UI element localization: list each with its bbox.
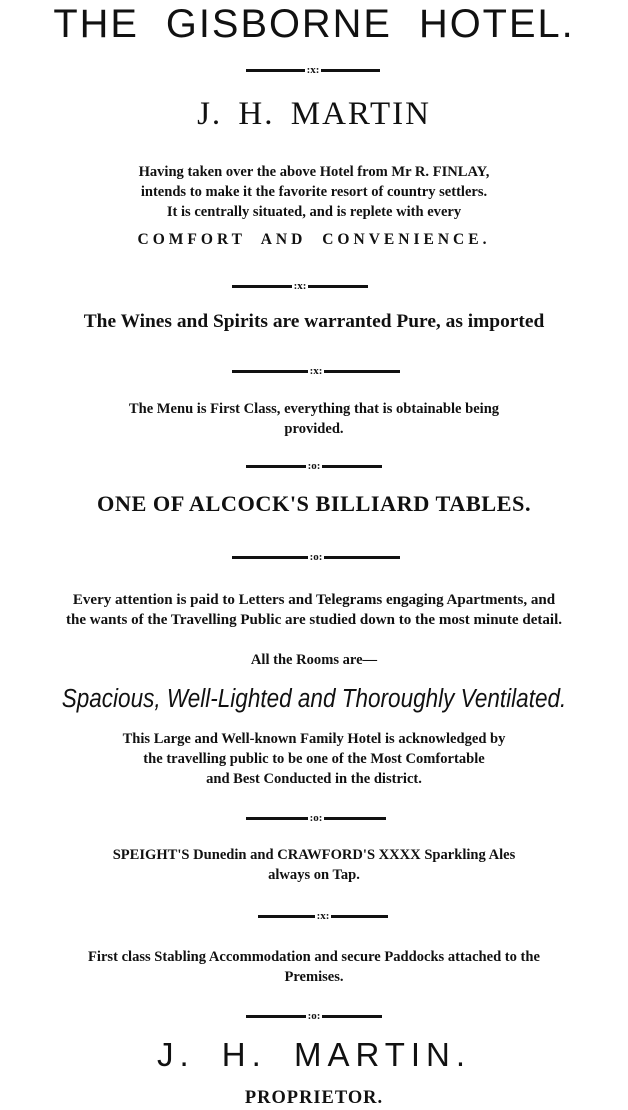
stabling-line: First class Stabling Accommodation and secure Paddocks attached to the <box>88 949 540 965</box>
hotel-title: THE GISBORNE HOTEL. <box>53 2 575 46</box>
rule-line <box>232 556 308 559</box>
menu-line: provided. <box>284 421 344 437</box>
family-line: and Best Conducted in the district. <box>206 771 422 787</box>
comfort-heading: COMFORT AND CONVENIENCE. <box>137 231 491 248</box>
rule-mark: :x: <box>306 64 320 76</box>
separator-rule <box>246 812 386 824</box>
stabling-paragraph <box>0 947 628 987</box>
rule-line <box>322 1015 382 1018</box>
wines-statement: The Wines and Spirits are warranted Pure, as imported <box>83 311 545 332</box>
rule-mark: :x: <box>309 365 323 377</box>
rule-line <box>322 465 382 468</box>
rooms-intro: All the Rooms are— <box>250 652 378 668</box>
rule-line <box>232 285 292 288</box>
ales-line: SPEIGHT'S Dunedin and CRAWFORD'S XXXX Sparkling Ales <box>112 847 516 863</box>
rule-line <box>324 370 400 373</box>
attention-line: Every attention is paid to Letters and Telegrams engaging Apartments, and <box>72 592 556 608</box>
separator-rule <box>232 280 368 292</box>
rule-mark: :o: <box>307 460 321 472</box>
intro-line: intends to make it the favorite resort of country settlers. <box>140 184 488 200</box>
rule-line <box>246 817 308 820</box>
proprietor-role: PROPRIETOR. <box>244 1087 384 1107</box>
billiards-heading: ONE OF ALCOCK'S BILLIARD TABLES. <box>96 491 532 516</box>
ales-paragraph <box>0 845 628 885</box>
separator-rule <box>246 64 380 76</box>
rule-line <box>232 370 308 373</box>
rule-line <box>246 1015 306 1018</box>
intro-line: It is centrally situated, and is replete with every <box>166 204 462 220</box>
separator-rule <box>258 910 388 922</box>
intro-paragraph <box>0 162 628 222</box>
rule-line <box>308 285 368 288</box>
separator-rule <box>232 551 400 563</box>
stabling-line: Premises. <box>284 969 344 985</box>
rule-line <box>258 915 315 918</box>
rule-mark: :o: <box>309 812 323 824</box>
separator-rule <box>232 365 400 377</box>
rule-mark: :x: <box>316 910 330 922</box>
rule-line <box>246 69 305 72</box>
attention-line: the wants of the Travelling Public are studied down to the most minute detail. <box>65 612 563 628</box>
signature-name: J. H. MARTIN. <box>156 1036 472 1073</box>
rule-line <box>324 817 386 820</box>
rule-mark: :o: <box>307 1010 321 1022</box>
family-line: This Large and Well-known Family Hotel is acknowledged by <box>122 731 506 747</box>
rule-mark: :o: <box>309 551 323 563</box>
separator-rule <box>246 1010 382 1022</box>
menu-paragraph <box>0 399 628 439</box>
ales-line: always on Tap. <box>268 867 360 883</box>
intro-line: Having taken over the above Hotel from Mr R. FINLAY, <box>138 164 490 180</box>
menu-line: The Menu is First Class, everything that is obtainable being <box>128 401 500 417</box>
rule-mark: :x: <box>293 280 307 292</box>
proprietor-heading: J. H. MARTIN <box>197 96 431 132</box>
rule-line <box>331 915 388 918</box>
separator-rule <box>246 460 382 472</box>
family-paragraph <box>0 729 628 789</box>
rule-line <box>246 465 306 468</box>
family-line: the travelling public to be one of the Most Comfortable <box>143 751 485 767</box>
attention-paragraph <box>0 590 628 630</box>
rule-line <box>324 556 400 559</box>
rooms-description: Spacious, Well-Lighted and Thoroughly Ventilated. <box>61 683 567 713</box>
rule-line <box>321 69 380 72</box>
